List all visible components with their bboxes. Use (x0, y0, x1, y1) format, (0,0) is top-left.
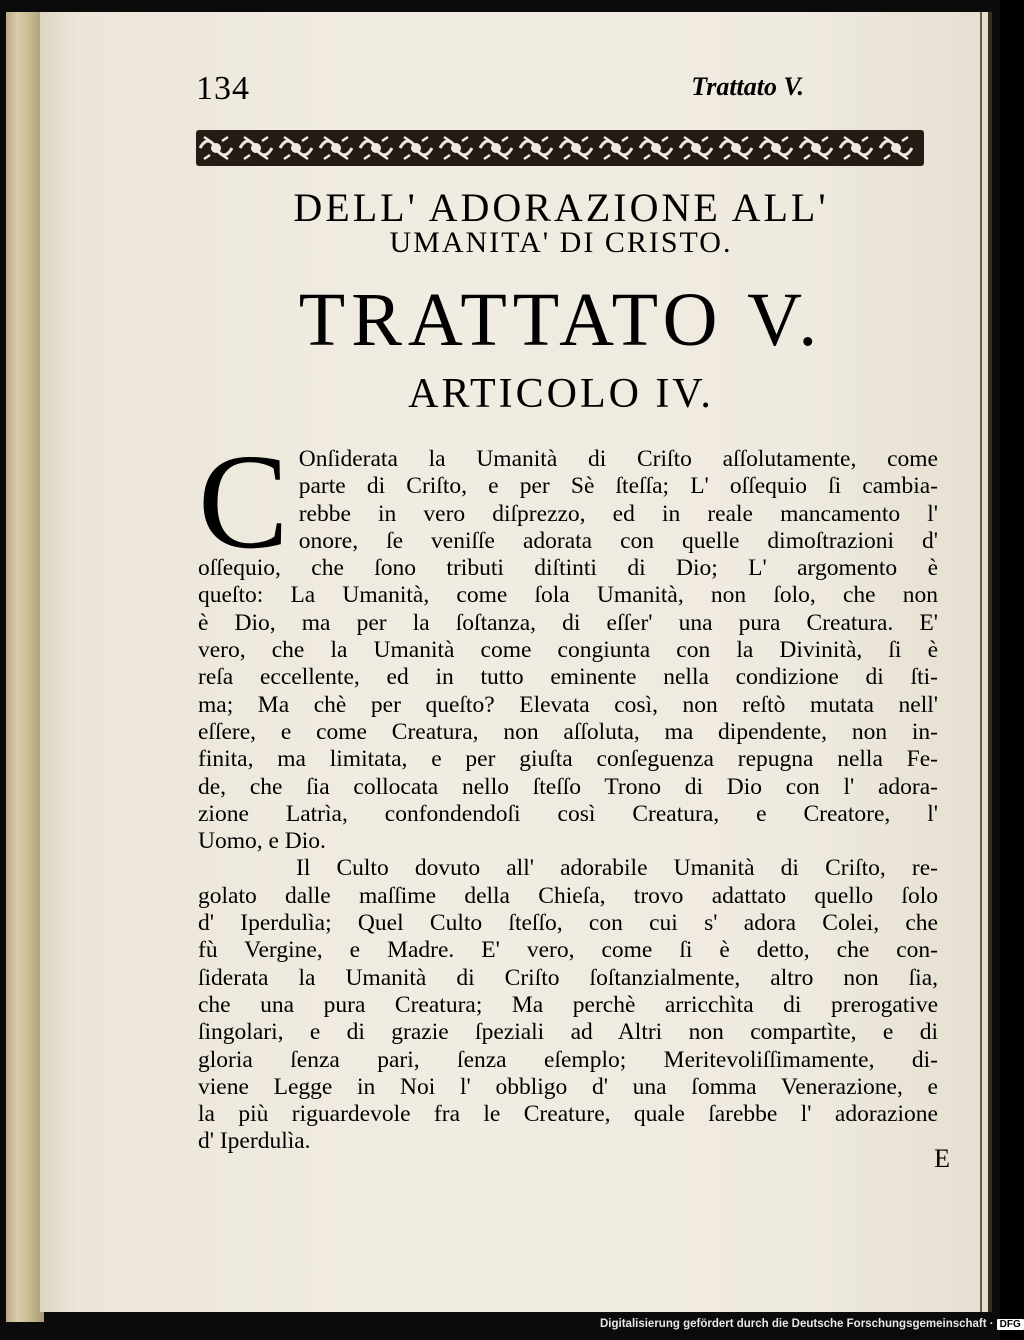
ornament-icon (196, 128, 924, 168)
text-line: de, che ſia collocata nello ſteſſo Trono di Dio con l' adora- (198, 773, 938, 800)
text-line: la più riguardevole fra le Creature, quale ſarebbe l' adorazione (198, 1101, 938, 1128)
text-line: fù Vergine, e Madre. E' vero, come ſi è detto, che con- (198, 937, 938, 964)
text-line: Onſiderata la Umanità di Criſto aſſolutamente, come (298, 446, 938, 472)
text-line: finita, ma limitata, e per giuſta conſeguenza repugna nella Fe- (198, 746, 938, 773)
text-line: Uomo, e Dio. (198, 828, 326, 855)
text-line: oſſequio, che ſono tributi diſtinti di Dio; L' argomento è (198, 555, 938, 582)
text-line: golato dalle maſſime della Chieſa, trovo adattato quello ſolo (198, 882, 938, 909)
text-line: viene Legge in Noi l' obbligo d' una ſomma Venerazione, e (198, 1073, 938, 1100)
text-line: vero, che la Umanità come congiunta con la Divinità, ſi è (198, 637, 938, 664)
text-line: reſa eccellente, ed in tutto eminente nella condizione di ſti- (198, 664, 938, 691)
title-line-2: UMANITA' DI CRISTO. (389, 226, 733, 259)
page-number: 134 (196, 70, 250, 107)
catchword: E (934, 1144, 950, 1173)
text-line: ſiderata la Umanità di Criſto ſoſtanzialmente, altro non ſia, (198, 964, 938, 991)
article-title: ARTICOLO IV. (408, 371, 714, 417)
text-line: onore, ſe veniſſe adorata con quelle dimoſtrazioni d' (298, 527, 938, 554)
page-header (196, 62, 804, 107)
text-line: ma; Ma chè per queſto? Elevata così, non reſtò mutata nell' (198, 691, 938, 718)
page-edge (6, 12, 44, 1322)
treatise-title: TRATTATO V. (298, 278, 824, 362)
body-text (198, 427, 938, 1156)
footer-text: Digitalisierung gefördert durch die Deutsche Forschungsgemeinschaft (600, 1318, 987, 1330)
text-lines (198, 427, 938, 1156)
footer-credit: Digitalisierung gefördert durch die Deutsche Forschungsgemeinschaft · DFG (600, 1318, 998, 1338)
running-head: Trattato V. (691, 72, 804, 101)
text-line: queſto: La Umanità, come ſola Umanità, non ſolo, che non (198, 582, 938, 609)
text-line: d' Iperdulìa. (198, 1128, 311, 1155)
text-line: gloria ſenza pari, ſenza eſemplo; Meritevoliſſimamente, di- (198, 1046, 938, 1073)
text-line: rebbe in vero diſprezzo, ed in reale mancamento l' (298, 500, 938, 527)
text-line: d' Iperdulìa; Quel Culto ſteſſo, con cui s' adora Colei, che (198, 910, 938, 937)
text-line: è Dio, ma per la ſoſtanza, di eſſer' una pura Creatura. E' (198, 609, 938, 636)
dfg-logo: DFG (997, 1319, 1024, 1330)
text-line: parte di Criſto, e per Sè ſteſſa; L' oſſequio ſi cambia- (298, 473, 938, 500)
text-line: ſingolari, e di grazie ſpeziali ad Altri non compartìte, e di (198, 1019, 938, 1046)
page-border (980, 12, 982, 1312)
text-line: eſſere, e come Creatura, non aſſoluta, ma dipendente, non in- (198, 718, 938, 745)
ornament-band (196, 128, 924, 168)
text-line: zione Latrìa, confondendoſi così Creatura, e Creatore, l' (198, 800, 938, 827)
drop-capital: C (198, 427, 289, 577)
text-line: che una pura Creatura; Ma perchè arricchìta di prerogative (198, 991, 938, 1018)
title-line-1: DELL' ADORAZIONE ALL' (293, 185, 829, 230)
text-line: Il Culto dovuto all' adorabile Umanità di Criſto, re- (296, 855, 938, 882)
